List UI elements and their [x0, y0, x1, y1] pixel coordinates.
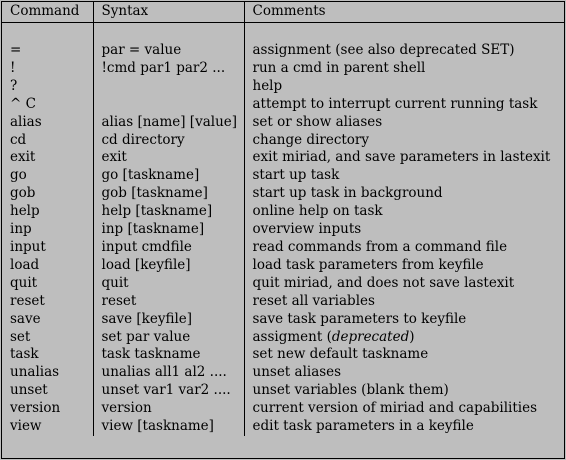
comment-tail-text: )	[409, 328, 415, 345]
syntax-cell: !cmd par1 par2 ...	[93, 60, 244, 78]
table-spacer-row	[2, 23, 564, 43]
comment-cell: quit miriad, and does not save lastexit	[244, 275, 564, 293]
comment-cell: unset aliases	[244, 364, 564, 382]
syntax-cell: save [keyfile]	[93, 311, 244, 329]
command-cell: gob	[10, 185, 36, 202]
comment-cell: online help on task	[244, 203, 564, 221]
comment-cell	[244, 329, 564, 347]
table-row	[2, 275, 564, 293]
command-cell: input	[10, 238, 46, 255]
syntax-cell: cd directory	[93, 132, 244, 150]
command-table-frame	[1, 1, 565, 459]
comment-cell: unset variables (blank them)	[244, 382, 564, 400]
command-cell: help	[10, 203, 40, 220]
comment-cell: attempt to interrupt current running task	[244, 96, 564, 114]
command-cell: ^ C	[10, 95, 36, 112]
syntax-cell: unalias all1 al2 ....	[93, 364, 244, 382]
comment-cell: save task parameters to keyfile	[244, 311, 564, 329]
table-row	[2, 78, 564, 96]
syntax-cell: input cmdfile	[93, 239, 244, 257]
table-row	[2, 60, 564, 78]
command-cell: =	[10, 42, 22, 58]
command-cell: cd	[10, 131, 27, 148]
comment-deprecated-text: deprecated	[331, 328, 410, 345]
table-header-row	[2, 2, 564, 23]
syntax-cell: alias [name] [value]	[93, 114, 244, 132]
table-row	[2, 114, 564, 132]
comment-cell: start up task in background	[244, 185, 564, 203]
comment-cell: reset all variables	[244, 293, 564, 311]
command-cell: load	[10, 256, 40, 273]
table-row	[2, 400, 564, 418]
syntax-cell: reset	[93, 293, 244, 311]
table-row	[2, 221, 564, 239]
syntax-cell: version	[93, 400, 244, 418]
syntax-cell: gob [taskname]	[93, 185, 244, 203]
table-row	[2, 132, 564, 150]
command-table	[2, 2, 564, 436]
command-cell: view	[10, 418, 42, 435]
table-row	[2, 311, 564, 329]
comment-cell: start up task	[244, 167, 564, 185]
header-command: Command	[2, 2, 93, 23]
command-cell: unalias	[10, 364, 60, 381]
comment-text: assigment (	[252, 328, 332, 345]
table-row	[2, 149, 564, 167]
table-row	[2, 167, 564, 185]
syntax-cell	[93, 96, 244, 114]
table-row	[2, 96, 564, 114]
comment-cell: help	[244, 78, 564, 96]
command-cell: go	[10, 167, 27, 184]
syntax-cell	[93, 78, 244, 96]
table-row	[2, 329, 564, 347]
comment-cell: assignment (see also deprecated SET)	[244, 42, 564, 60]
table-row	[2, 293, 564, 311]
table-row	[2, 346, 564, 364]
header-comments: Comments	[244, 2, 564, 23]
syntax-cell: par = value	[93, 42, 244, 60]
command-cell: inp	[10, 221, 32, 238]
syntax-cell: set par value	[93, 329, 244, 347]
comment-cell: exit miriad, and save parameters in lastexit	[244, 149, 564, 167]
comment-cell: set or show aliases	[244, 114, 564, 132]
syntax-cell: go [taskname]	[93, 167, 244, 185]
command-cell: set	[10, 328, 31, 345]
comment-cell: overview inputs	[244, 221, 564, 239]
command-cell: quit	[10, 274, 38, 291]
comment-cell: change directory	[244, 132, 564, 150]
command-cell: reset	[10, 292, 45, 309]
comment-cell: set new default taskname	[244, 346, 564, 364]
table-row	[2, 257, 564, 275]
command-cell: exit	[10, 149, 36, 166]
comment-cell: current version of miriad and capabilities	[244, 400, 564, 418]
command-cell: unset	[10, 382, 48, 399]
syntax-cell: help [taskname]	[93, 203, 244, 221]
command-cell: ?	[10, 77, 18, 94]
table-row	[2, 185, 564, 203]
syntax-cell: unset var1 var2 ....	[93, 382, 244, 400]
table-row	[2, 364, 564, 382]
command-cell: alias	[10, 113, 42, 130]
command-cell: !	[10, 59, 16, 76]
header-syntax: Syntax	[93, 2, 244, 23]
comment-cell: edit task parameters in a keyfile	[244, 418, 564, 436]
command-cell: version	[10, 400, 61, 417]
table-row	[2, 382, 564, 400]
syntax-cell: inp [taskname]	[93, 221, 244, 239]
syntax-cell: exit	[93, 149, 244, 167]
syntax-cell: quit	[93, 275, 244, 293]
comment-cell: read commands from a command file	[244, 239, 564, 257]
command-cell: task	[10, 346, 39, 363]
syntax-cell: view [taskname]	[93, 418, 244, 436]
comment-cell: load task parameters from keyfile	[244, 257, 564, 275]
table-row	[2, 42, 564, 60]
syntax-cell: load [keyfile]	[93, 257, 244, 275]
comment-cell: run a cmd in parent shell	[244, 60, 564, 78]
table-row	[2, 203, 564, 221]
syntax-cell: task taskname	[93, 346, 244, 364]
command-cell: save	[10, 310, 41, 327]
table-row	[2, 239, 564, 257]
table-row	[2, 418, 564, 436]
